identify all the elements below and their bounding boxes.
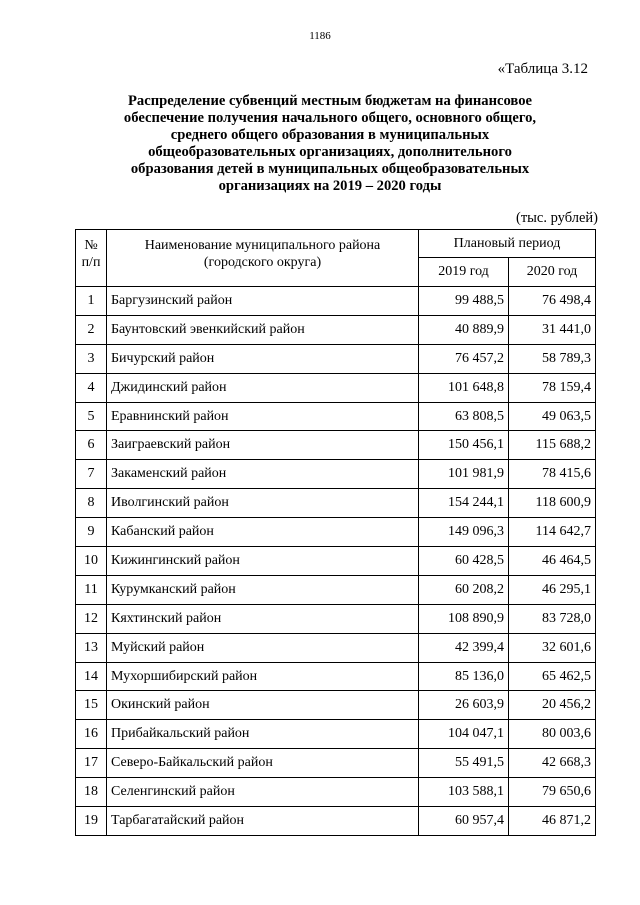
value-2019: 76 457,2 <box>419 344 509 373</box>
value-2020: 114 642,7 <box>509 518 596 547</box>
title-line: Распределение субвенций местным бюджетам на финансовое <box>128 93 532 109</box>
value-2020: 42 668,3 <box>509 749 596 778</box>
row-number: 3 <box>76 344 107 373</box>
value-2019: 60 957,4 <box>419 807 509 836</box>
value-2020: 46 295,1 <box>509 575 596 604</box>
table-row <box>76 691 596 720</box>
title-line: среднего общего образования в муниципальных <box>170 126 490 143</box>
subvention-table <box>75 229 596 836</box>
district-name: Мухоршибирский район <box>107 662 419 691</box>
value-2019: 101 648,8 <box>419 373 509 402</box>
table-row <box>76 431 596 460</box>
row-number: 9 <box>76 518 107 547</box>
row-number: 6 <box>76 431 107 460</box>
row-number: 16 <box>76 720 107 749</box>
value-2020: 65 462,5 <box>509 662 596 691</box>
table-header <box>76 230 596 287</box>
row-number: 7 <box>76 460 107 489</box>
title-line: организациях на 2019 – 2020 годы <box>218 177 442 194</box>
table-row <box>76 749 596 778</box>
district-name: Курумканский район <box>107 575 419 604</box>
value-2020: 83 728,0 <box>509 604 596 633</box>
value-2019: 40 889,9 <box>419 315 509 344</box>
table-row <box>76 489 596 518</box>
district-name: Северо-Байкальский район <box>107 749 419 778</box>
table-row <box>76 807 596 836</box>
value-2019: 42 399,4 <box>419 633 509 662</box>
value-2020: 118 600,9 <box>509 489 596 518</box>
value-2019: 101 981,9 <box>419 460 509 489</box>
value-2020: 46 464,5 <box>509 547 596 576</box>
value-2019: 150 456,1 <box>419 431 509 460</box>
table-row <box>76 662 596 691</box>
value-2020: 58 789,3 <box>509 344 596 373</box>
row-number: 17 <box>76 749 107 778</box>
table-reference: «Таблица 3.12 <box>497 61 588 77</box>
header-row-number: № п/п <box>76 230 107 287</box>
value-2019: 99 488,5 <box>419 287 509 316</box>
table-row <box>76 604 596 633</box>
district-name: Кяхтинский район <box>107 604 419 633</box>
table-title <box>90 93 570 194</box>
table-row <box>76 373 596 402</box>
table-body <box>76 287 596 836</box>
row-number: 8 <box>76 489 107 518</box>
row-number: 12 <box>76 604 107 633</box>
value-2020: 115 688,2 <box>509 431 596 460</box>
title-line: общеобразовательных организациях, дополнительного <box>148 143 512 160</box>
title-line: обеспечение получения начального общего, основного общего, <box>123 109 537 126</box>
district-name: Кабанский район <box>107 518 419 547</box>
value-2020: 49 063,5 <box>509 402 596 431</box>
value-2020: 76 498,4 <box>509 287 596 316</box>
district-name: Баргузинский район <box>107 287 419 316</box>
district-name: Тарбагатайский район <box>107 807 419 836</box>
header-year-2020: 2020 год <box>509 258 596 287</box>
row-number: 15 <box>76 691 107 720</box>
value-2019: 55 491,5 <box>419 749 509 778</box>
table-row <box>76 720 596 749</box>
table-row <box>76 287 596 316</box>
table-row <box>76 460 596 489</box>
value-2019: 60 208,2 <box>419 575 509 604</box>
value-2019: 154 244,1 <box>419 489 509 518</box>
value-2020: 32 601,6 <box>509 633 596 662</box>
district-name: Прибайкальский район <box>107 720 419 749</box>
title-line: образования детей в муниципальных общеобразовательных <box>130 160 530 177</box>
district-name: Окинский район <box>107 691 419 720</box>
value-2019: 85 136,0 <box>419 662 509 691</box>
district-name: Закаменский район <box>107 460 419 489</box>
value-2019: 149 096,3 <box>419 518 509 547</box>
district-name: Кижингинский район <box>107 547 419 576</box>
table-row <box>76 315 596 344</box>
row-number: 19 <box>76 807 107 836</box>
value-2019: 103 588,1 <box>419 778 509 807</box>
district-name: Еравнинский район <box>107 402 419 431</box>
value-2019: 63 808,5 <box>419 402 509 431</box>
header-district-name: Наименование муниципального района (городского округа) <box>107 230 419 287</box>
table-row <box>76 778 596 807</box>
district-name: Селенгинский район <box>107 778 419 807</box>
row-number: 13 <box>76 633 107 662</box>
page-number: 1186 <box>309 30 331 42</box>
value-2020: 20 456,2 <box>509 691 596 720</box>
row-number: 11 <box>76 575 107 604</box>
district-name: Бичурский район <box>107 344 419 373</box>
district-name: Муйский район <box>107 633 419 662</box>
row-number: 2 <box>76 315 107 344</box>
value-2020: 80 003,6 <box>509 720 596 749</box>
value-2019: 104 047,1 <box>419 720 509 749</box>
value-2020: 46 871,2 <box>509 807 596 836</box>
row-number: 4 <box>76 373 107 402</box>
value-2019: 108 890,9 <box>419 604 509 633</box>
district-name: Баунтовский эвенкийский район <box>107 315 419 344</box>
table-row <box>76 547 596 576</box>
value-2020: 79 650,6 <box>509 778 596 807</box>
table-row <box>76 633 596 662</box>
table-row <box>76 518 596 547</box>
header-year-2019: 2019 год <box>419 258 509 287</box>
value-2019: 26 603,9 <box>419 691 509 720</box>
row-number: 5 <box>76 402 107 431</box>
district-name: Заиграевский район <box>107 431 419 460</box>
district-name: Джидинский район <box>107 373 419 402</box>
value-2020: 31 441,0 <box>509 315 596 344</box>
row-number: 14 <box>76 662 107 691</box>
row-number: 10 <box>76 547 107 576</box>
table-row <box>76 575 596 604</box>
district-name: Иволгинский район <box>107 489 419 518</box>
row-number: 18 <box>76 778 107 807</box>
table-row <box>76 402 596 431</box>
value-2020: 78 415,6 <box>509 460 596 489</box>
row-number: 1 <box>76 287 107 316</box>
units-label: (тыс. рублей) <box>516 210 598 226</box>
value-2020: 78 159,4 <box>509 373 596 402</box>
table-row <box>76 344 596 373</box>
value-2019: 60 428,5 <box>419 547 509 576</box>
header-planning-period: Плановый период <box>419 230 596 258</box>
